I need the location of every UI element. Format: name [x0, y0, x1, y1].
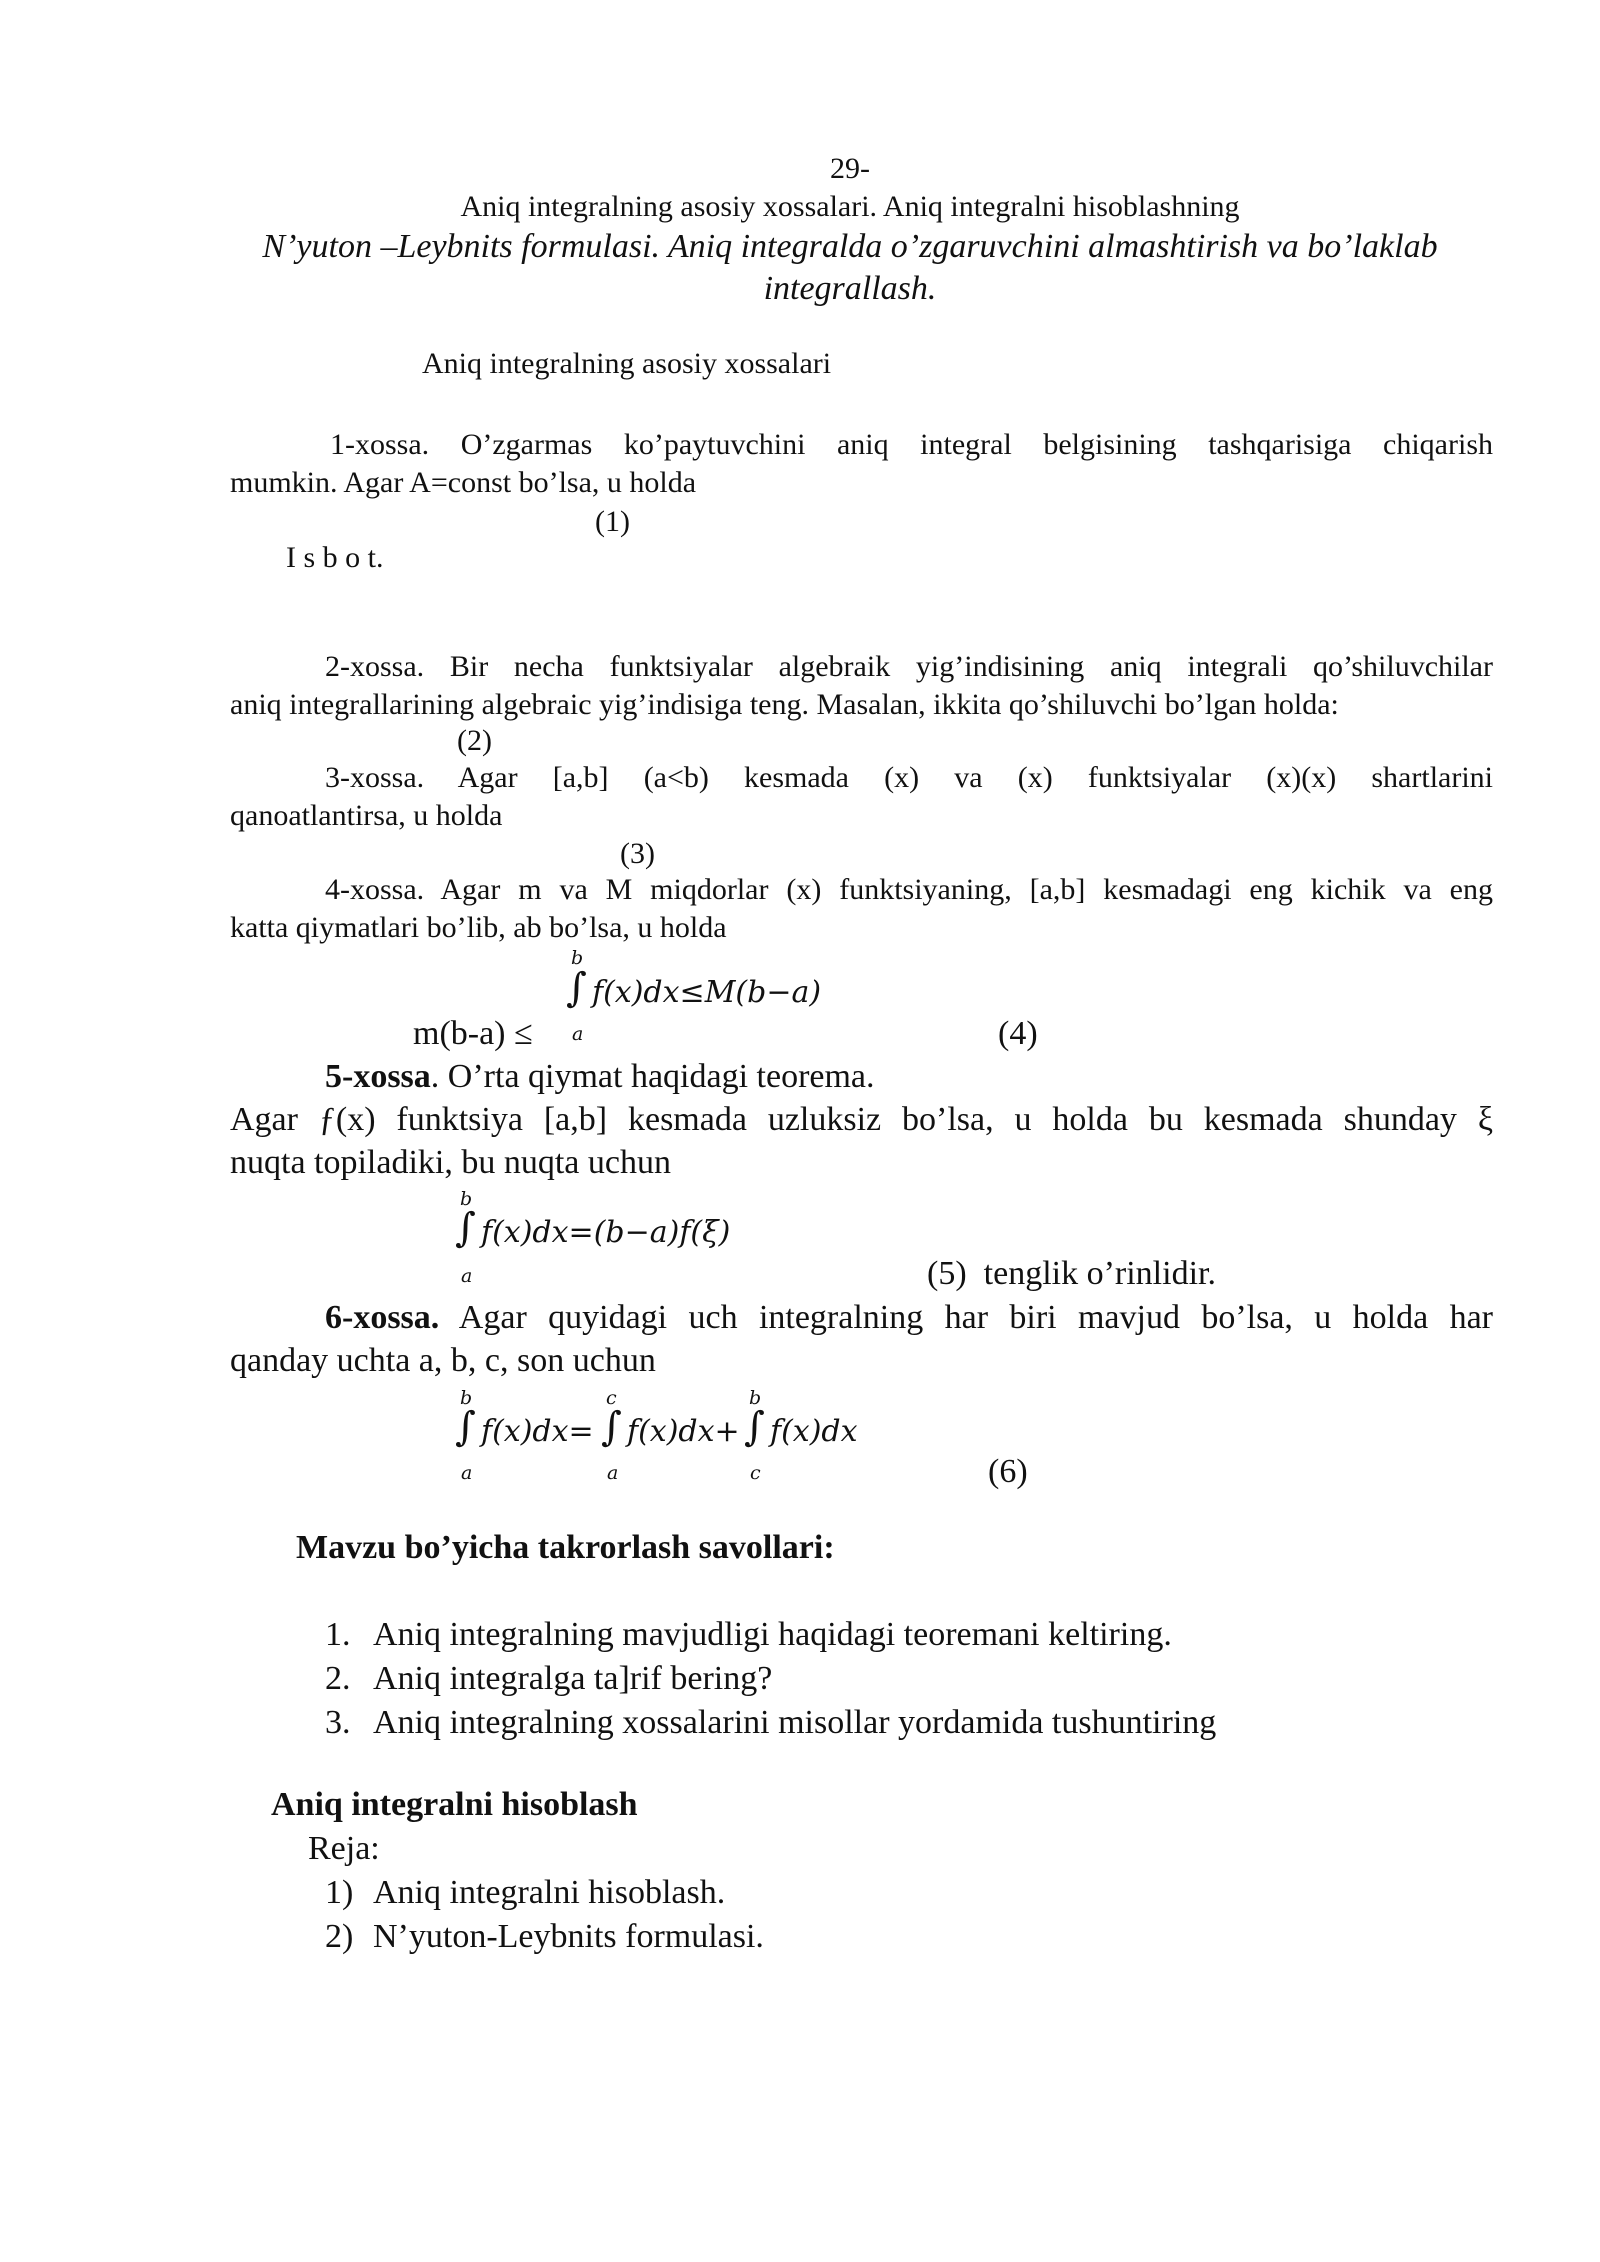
formula4-upper-limit: b: [571, 947, 584, 969]
property4-line1: 4-xossa. Agar m va M miqdorlar (x) funktsiyaning, [a,b] kesmadagi eng kichik va eng: [325, 873, 1493, 906]
property5-eq-number: (5): [927, 1255, 967, 1292]
plan-label: Reja:: [308, 1830, 380, 1867]
formula4-lower-limit: a: [572, 1023, 584, 1045]
integral-sign: ∫: [566, 965, 587, 1011]
property6-line1-rest: Agar quyidagi uch integralning har biri mavjud bo’lsa, u holda har: [439, 1299, 1493, 1336]
formula6-int2-body: f(x)dx+: [627, 1414, 740, 1449]
formula6-int1-lower: a: [461, 1462, 473, 1484]
list-item-text: Aniq integralga ta]rif bering?: [373, 1660, 773, 1697]
list-item-text: Aniq integralning xossalarini misollar yordamida tushuntiring: [373, 1704, 1217, 1741]
section-heading: Aniq integralning asosiy xossalari: [422, 347, 832, 380]
integral-sign: ∫: [455, 1205, 476, 1251]
list-item-text: N’yuton-Leybnits formulasi.: [373, 1918, 764, 1955]
property5-line2: nuqta topiladiki, bu nuqta uchun: [230, 1144, 671, 1181]
list-item-number: 2): [325, 1918, 354, 1955]
formula4-body: f(x)dx≤M(b−a): [592, 975, 822, 1010]
formula6-int3-upper: b: [749, 1387, 762, 1409]
formula6-int2-upper: c: [606, 1387, 617, 1409]
list-item-text: Aniq integralni hisoblash.: [373, 1874, 726, 1911]
integral-sign: ∫: [744, 1404, 765, 1450]
property2-line1: 2-xossa. Bir necha funktsiyalar algebraik yig’indisining aniq integrali qo’shiluvchilar: [325, 650, 1493, 683]
property3-line2: qanoatlantirsa, u holda: [230, 799, 503, 832]
list-item: [325, 1660, 773, 1698]
formula5-upper-limit: b: [460, 1188, 473, 1210]
title-line-2: N’yuton –Leybnits formulasi. Aniq integralda o’zgaruvchini almashtirish va bo’laklab: [262, 228, 1438, 265]
property5-title-rest: . O’rta qiymat haqidagi teorema.: [430, 1058, 875, 1095]
next-section-heading: Aniq integralni hisoblash: [271, 1786, 638, 1823]
property5-line1: Agar ƒ(x) funktsiya [a,b] kesmada uzluksiz bo’lsa, u holda bu kesmada shunday ξ: [230, 1101, 1493, 1138]
property4-line2: katta qiymatlari bo’lib, ab bo’lsa, u holda: [230, 911, 727, 944]
property6-eq-number: (6): [988, 1453, 1028, 1490]
property6-line1: [325, 1299, 1493, 1337]
formula4-left: m(b-a) ≤: [413, 1015, 533, 1052]
formula5-lower-limit: a: [461, 1265, 473, 1287]
list-item: [325, 1918, 764, 1956]
title-line-1: Aniq integralning asosiy xossalari. Aniq integralni hisoblashning: [460, 190, 1240, 223]
formula6-int1-body: f(x)dx=: [481, 1414, 594, 1449]
list-item: [325, 1704, 1217, 1742]
property5-eq-suffix: tenglik o’rinlidir.: [983, 1255, 1216, 1292]
property4-eq-number: (4): [998, 1015, 1038, 1052]
property5-label: 5-xossa: [325, 1058, 431, 1095]
review-heading: Mavzu bo’yicha takrorlash savollari:: [296, 1529, 835, 1566]
list-item-text: Aniq integralning mavjudligi haqidagi teoremani keltiring.: [373, 1616, 1172, 1653]
integral-sign: ∫: [455, 1404, 476, 1450]
property1-line2: mumkin. Agar A=const bo’lsa, u holda: [230, 466, 697, 499]
list-item: [325, 1616, 1172, 1654]
formula6-int2-lower: a: [607, 1462, 619, 1484]
property1-line1: 1-xossa. O’zgarmas ko’paytuvchini aniq integral belgisining tashqarisiga chiqarish: [330, 428, 1493, 461]
property3-line1: 3-xossa. Agar [a,b] (a<b) kesmada (x) va (x) funktsiyalar (x)(x) shartlarini: [325, 761, 1493, 794]
proof-label: I s b o t.: [286, 541, 384, 574]
property1-eq-number: (1): [595, 505, 630, 538]
title-line-3: integrallash.: [763, 270, 937, 307]
formula6-int3-lower: c: [750, 1462, 761, 1484]
integral-sign: ∫: [601, 1404, 622, 1450]
list-item-number: 1): [325, 1874, 354, 1911]
property2-eq-number: (2): [457, 724, 492, 757]
list-item-number: 3.: [325, 1704, 351, 1741]
list-item-number: 1.: [325, 1616, 351, 1653]
property6-line2: qanday uchta a, b, c, son uchun: [230, 1342, 656, 1379]
property5-eq: [927, 1255, 1216, 1293]
property2-line2: aniq integrallarining algebraic yig’indisiga teng. Masalan, ikkita qo’shiluvchi bo’lgan holda:: [230, 688, 1339, 721]
property6-label: 6-xossa.: [325, 1299, 440, 1336]
list-item: [325, 1874, 726, 1912]
formula5-body: f(x)dx=(b−a)f(ξ): [481, 1215, 731, 1250]
formula6-int1-upper: b: [460, 1387, 473, 1409]
list-item-number: 2.: [325, 1660, 351, 1697]
property3-eq-number: (3): [620, 837, 655, 870]
property5-title: [325, 1058, 875, 1096]
formula6-int3-body: f(x)dx: [770, 1414, 858, 1449]
page-number: 29-: [830, 152, 870, 185]
